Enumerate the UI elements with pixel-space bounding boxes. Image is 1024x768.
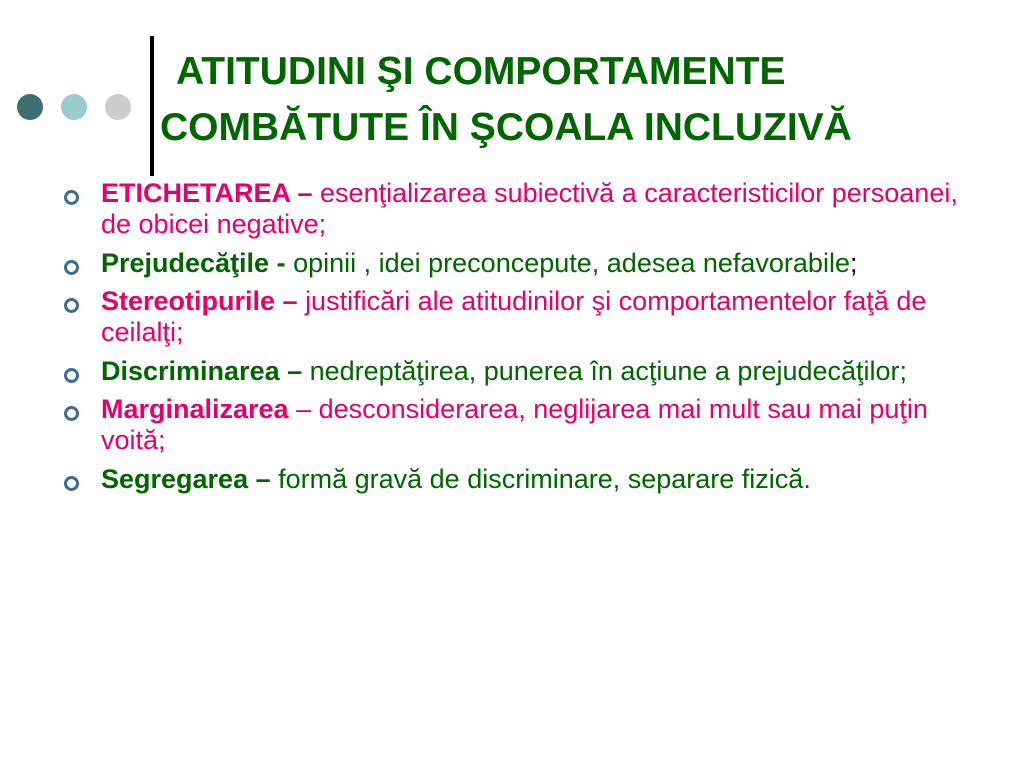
item-term: Prejudecăţile -	[101, 247, 294, 278]
item-suffix: ;	[849, 247, 858, 278]
item-term: Discriminarea –	[101, 355, 310, 386]
ring-bullet-icon	[64, 368, 79, 383]
ring-bullet-icon	[64, 406, 79, 421]
list-item-prejudecatile	[60, 248, 960, 279]
ring-bullet-icon	[64, 298, 79, 313]
decorative-dots	[17, 94, 137, 122]
item-text: justificări ale atitudinilor şi comportamentelor faţă de ceilalţi;	[101, 286, 927, 347]
item-term: Marginalizarea	[101, 394, 297, 424]
ring-bullet-icon	[64, 260, 79, 275]
item-text: formă gravă de discriminare, separare fizică.	[278, 463, 811, 494]
list-item-discriminarea	[60, 356, 960, 387]
bullet-list	[60, 178, 960, 502]
title-line-2: COMBĂTUTE ÎN ŞCOALA INCLUZIVĂ	[160, 106, 852, 149]
title-divider-line	[150, 36, 154, 176]
ring-bullet-icon	[64, 476, 79, 491]
item-text: nedreptăţirea, punerea în acţiune a prejudecăţilor;	[309, 355, 908, 386]
item-term: ETICHETAREA –	[101, 178, 321, 208]
ring-bullet-icon	[64, 190, 79, 205]
item-text: opinii , idei preconcepute, adesea nefavorabile	[293, 247, 850, 278]
list-item-stereotipurile	[60, 286, 960, 348]
list-item-marginalizarea	[60, 394, 960, 456]
item-text: – desconsiderarea, neglijarea mai mult sau mai puţin voită;	[101, 394, 928, 455]
dot-light-teal	[61, 94, 87, 120]
item-text: esenţializarea subiectivă a caracteristicilor persoanei, de obicei negative;	[101, 178, 958, 239]
dot-dark-teal	[17, 94, 43, 120]
title-line-1: ATITUDINI ŞI COMPORTAMENTE	[176, 50, 786, 93]
item-term: Stereotipurile –	[101, 286, 306, 316]
dot-gray	[105, 94, 131, 120]
item-term: Segregarea –	[101, 463, 279, 494]
slide-title	[160, 44, 1010, 156]
list-item-segregarea	[60, 464, 960, 495]
list-item-etichetarea	[60, 178, 960, 240]
